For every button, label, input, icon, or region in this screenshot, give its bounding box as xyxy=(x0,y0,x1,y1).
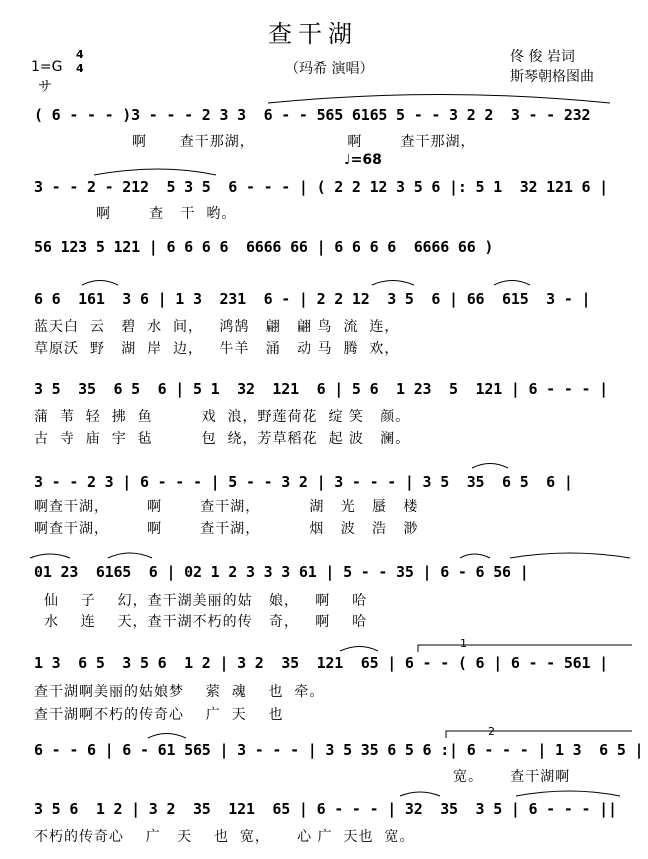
tie-slur xyxy=(494,281,530,286)
time-signature-top: 4 xyxy=(76,48,84,61)
time-signature-bottom: 4 xyxy=(76,62,84,75)
lyric-line: 水 连 天，查干湖不朽的传 奇， 啊 哈 xyxy=(44,614,368,630)
tie-slur xyxy=(30,554,70,558)
phrase-slur xyxy=(268,95,610,104)
song-title: 查干湖 xyxy=(268,20,358,48)
notation-line: 3 - - 2 3 | 6 - - - | 5 - - 3 2 | 3 - - - | 3 5 35 6 5 6 | xyxy=(34,473,573,491)
lyric-line: 不朽的传奇心 广 天 也 宽， 心 广 天也 宽。 xyxy=(34,829,415,845)
tie-slur xyxy=(372,281,414,286)
volta-1-label: 1 xyxy=(460,637,467,650)
notation-line: 3 5 35 6 5 6 | 5 1 32 121 6 | 5 6 1 23 5 121 | 6 - - - | xyxy=(34,380,608,398)
tie-slur xyxy=(472,464,508,469)
notation-line: 1 3 6 5 3 5 6 1 2 | 3 2 35 121 65 | 6 - - ( 6 | 6 - - 561 | xyxy=(34,654,608,672)
volta-2-bracket xyxy=(446,731,632,738)
tie-slur xyxy=(148,734,186,739)
composer-credit: 斯琴朝格图曲 xyxy=(510,69,594,85)
phrase-slur xyxy=(510,553,630,558)
lyric-line: 查干湖啊美丽的姑娘梦 萦 魂 也 牵。 xyxy=(34,684,325,700)
lyric-line: 仙 子 幻，查干湖美丽的姑 娘， 啊 哈 xyxy=(44,593,368,609)
notation-line: 6 - - 6 | 6 - 61 565 | 3 - - - | 3 5 35 6 5 6 :| 6 - - - | 1 3 6 5 | xyxy=(34,741,644,759)
lyric-line: 古 寺 庙 宇 毡 包 绕，芳草稻花 起 波 澜。 xyxy=(34,431,411,447)
lyric-line: 草原沃 野 湖 岸 边， 牛羊 涌 动 马 腾 欢， xyxy=(34,341,400,357)
phrase-slur xyxy=(516,791,620,796)
phrase-slur xyxy=(94,169,216,175)
tie-slur xyxy=(460,554,490,558)
notation-line: 56 123 5 121 | 6 6 6 6 6666 66 | 6 6 6 6 6666 66 ) xyxy=(34,238,494,256)
lyric-line: 宽。 查干湖啊 xyxy=(453,769,571,785)
notation-line: ( 6 - - - )3 - - - 2 3 3 6 - - 565 6165 5 - - 3 2 2 3 - - 232 xyxy=(34,106,591,124)
notation-line: 3 - - 2 - 212 5 3 5 6 - - - | ( 2 2 12 3 5 6 |: 5 1 32 121 6 | xyxy=(34,178,608,196)
notation-line: 3 5 6 1 2 | 3 2 35 121 65 | 6 - - - | 32 35 3 5 | 6 - - - || xyxy=(34,800,617,818)
volta-2-label: 2 xyxy=(488,725,495,738)
tie-slur xyxy=(108,553,152,558)
lyric-line: 蒲 苇 轻 拂 鱼 戏 浪，野莲荷花 绽 笑 颜。 xyxy=(34,409,411,425)
tie-slur xyxy=(400,792,440,796)
tempo-mark: ♩=68 xyxy=(344,152,382,168)
notation-line: 6 6 161 3 6 | 1 3 231 6 - | 2 2 12 3 5 6 | 66 615 3 - | xyxy=(34,290,591,308)
lyric-line: 蓝天白 云 碧 水 间， 鸿鹄 翩 翩 鸟 流 连， xyxy=(34,319,400,335)
tie-slur xyxy=(340,647,378,652)
lyric-line: 啊查干湖， 啊 查干湖， 湖 光 蜃 楼 xyxy=(34,499,419,515)
lyric-line: 查干湖啊不朽的传奇心 广 天 也 xyxy=(34,707,284,723)
intro-mark: サ xyxy=(38,79,52,95)
tie-slur xyxy=(82,281,118,286)
performer-credit: （玛希 演唱） xyxy=(285,61,374,77)
lyric-line: 啊查干湖， 啊 查干湖， 烟 波 浩 渺 xyxy=(34,521,419,537)
volta-1-bracket xyxy=(418,645,632,652)
lyricist-credit: 佟 俊 岩词 xyxy=(510,49,575,65)
lyric-line: 啊 查干那湖， 啊 查干那湖， xyxy=(132,134,476,150)
key-signature: 1=G xyxy=(31,59,63,75)
notation-line: 01 23 6165 6 | 02 1 2 3 3 3 61 | 5 - - 35 | 6 - 6 56 | xyxy=(34,563,529,581)
lyric-line: 啊 查 干 哟。 xyxy=(96,206,237,222)
